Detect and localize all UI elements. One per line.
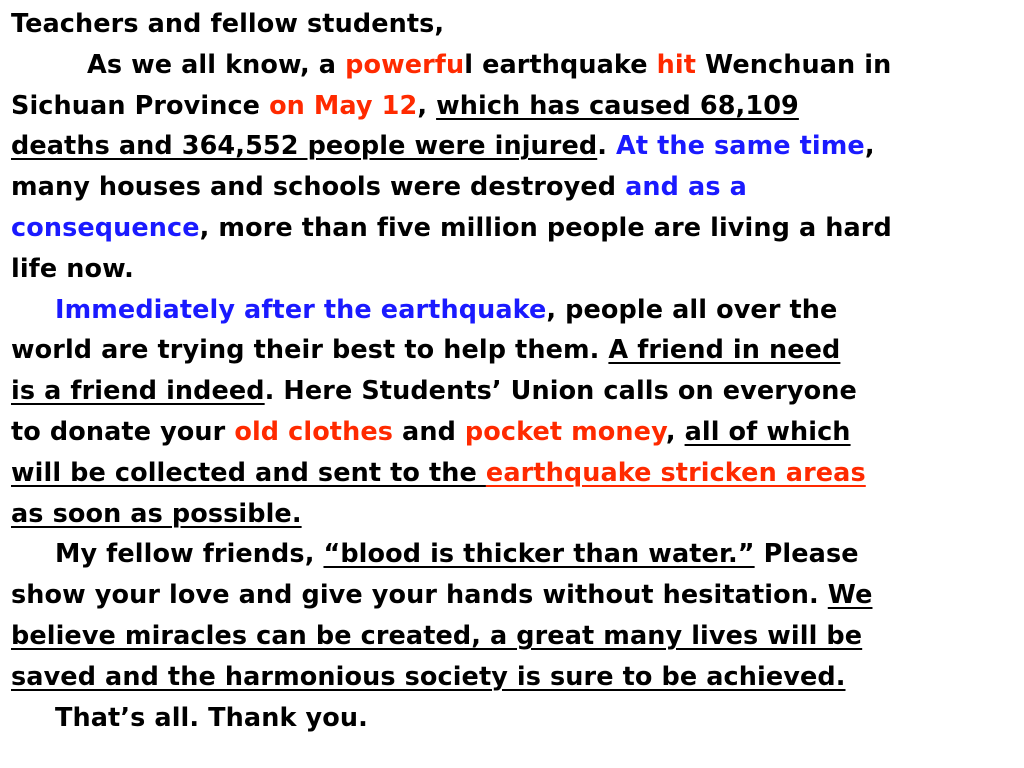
- highlighted-blue-text: and as a: [625, 172, 747, 203]
- text-segment: ,: [665, 416, 685, 447]
- text-segment: life now.: [11, 253, 134, 284]
- text-segment: My fellow friends,: [55, 539, 324, 570]
- highlighted-red-text: powerfu: [345, 49, 465, 80]
- text-segment: , people all over the: [546, 294, 838, 325]
- text-segment: .: [597, 131, 616, 162]
- text-segment: and: [393, 416, 465, 447]
- text-line: [11, 45, 1010, 86]
- text-line: [11, 453, 1010, 494]
- text-segment: . Here Students’ Union calls on everyone: [264, 376, 857, 407]
- text-segment: to donate your: [11, 416, 235, 447]
- text-segment: Please: [754, 539, 859, 570]
- text-segment: ,: [417, 90, 437, 121]
- highlighted-red-text: hit: [656, 49, 697, 80]
- highlighted-red-text: old clothes: [234, 416, 394, 447]
- text-segment: Wenchuan in: [696, 49, 892, 80]
- text-segment: , more than five million people are living a hard: [199, 212, 892, 243]
- highlighted-red-text: earthquake stricken areas: [485, 457, 866, 488]
- highlighted-red-text: on May 12: [269, 90, 418, 121]
- text-line: [11, 371, 1010, 412]
- text-line: [11, 412, 1010, 453]
- underlined-text: A friend in need: [608, 335, 841, 366]
- text-segment: Teachers and fellow students,: [11, 9, 445, 39]
- text-line: [11, 575, 1010, 616]
- text-line: [11, 167, 1010, 208]
- underlined-text: which has caused 68,109: [436, 90, 799, 121]
- text-line: [11, 494, 1010, 535]
- text-line: [11, 698, 1010, 739]
- underlined-text: will be collected and sent to the: [11, 457, 486, 488]
- text-line: [11, 330, 1010, 371]
- text-segment: world are trying their best to help them.: [11, 335, 609, 366]
- text-segment: That’s all. Thank you.: [55, 702, 368, 733]
- text-line: [11, 657, 1010, 698]
- underlined-text: We: [827, 580, 873, 611]
- text-segment: Sichuan Province: [11, 90, 270, 121]
- underlined-text: all of which: [684, 416, 851, 447]
- underlined-text: saved and the harmonious society is sure to be achieved.: [11, 661, 846, 692]
- text-line: [11, 534, 1010, 575]
- highlighted-blue-text: consequence: [11, 212, 200, 243]
- highlighted-red-text: pocket money: [464, 416, 666, 447]
- underlined-text: deaths and 364,552 people were injured: [11, 131, 598, 162]
- text-segment: show your love and give your hands without hesitation.: [11, 580, 828, 611]
- text-segment: l earthquake: [464, 49, 657, 80]
- text-line: [11, 249, 1010, 290]
- underlined-text: “blood is thicker than water.”: [323, 539, 755, 570]
- highlighted-blue-text: Immediately after the earthquake: [55, 294, 547, 325]
- text-segment: many houses and schools were destroyed: [11, 172, 626, 203]
- highlighted-blue-text: At the same time: [615, 131, 865, 162]
- text-segment: As we all know, a: [87, 49, 346, 80]
- text-line: [11, 616, 1010, 657]
- underlined-text: as soon as possible.: [11, 498, 302, 529]
- text-line: [11, 290, 1010, 331]
- text-line: [11, 208, 1010, 249]
- text-segment: ,: [864, 131, 875, 162]
- text-line: [11, 4, 1010, 45]
- underlined-text: is a friend indeed: [11, 376, 265, 407]
- text-line: [11, 126, 1010, 167]
- text-line: [11, 86, 1010, 127]
- underlined-text: believe miracles can be created, a great many lives will be: [11, 620, 863, 651]
